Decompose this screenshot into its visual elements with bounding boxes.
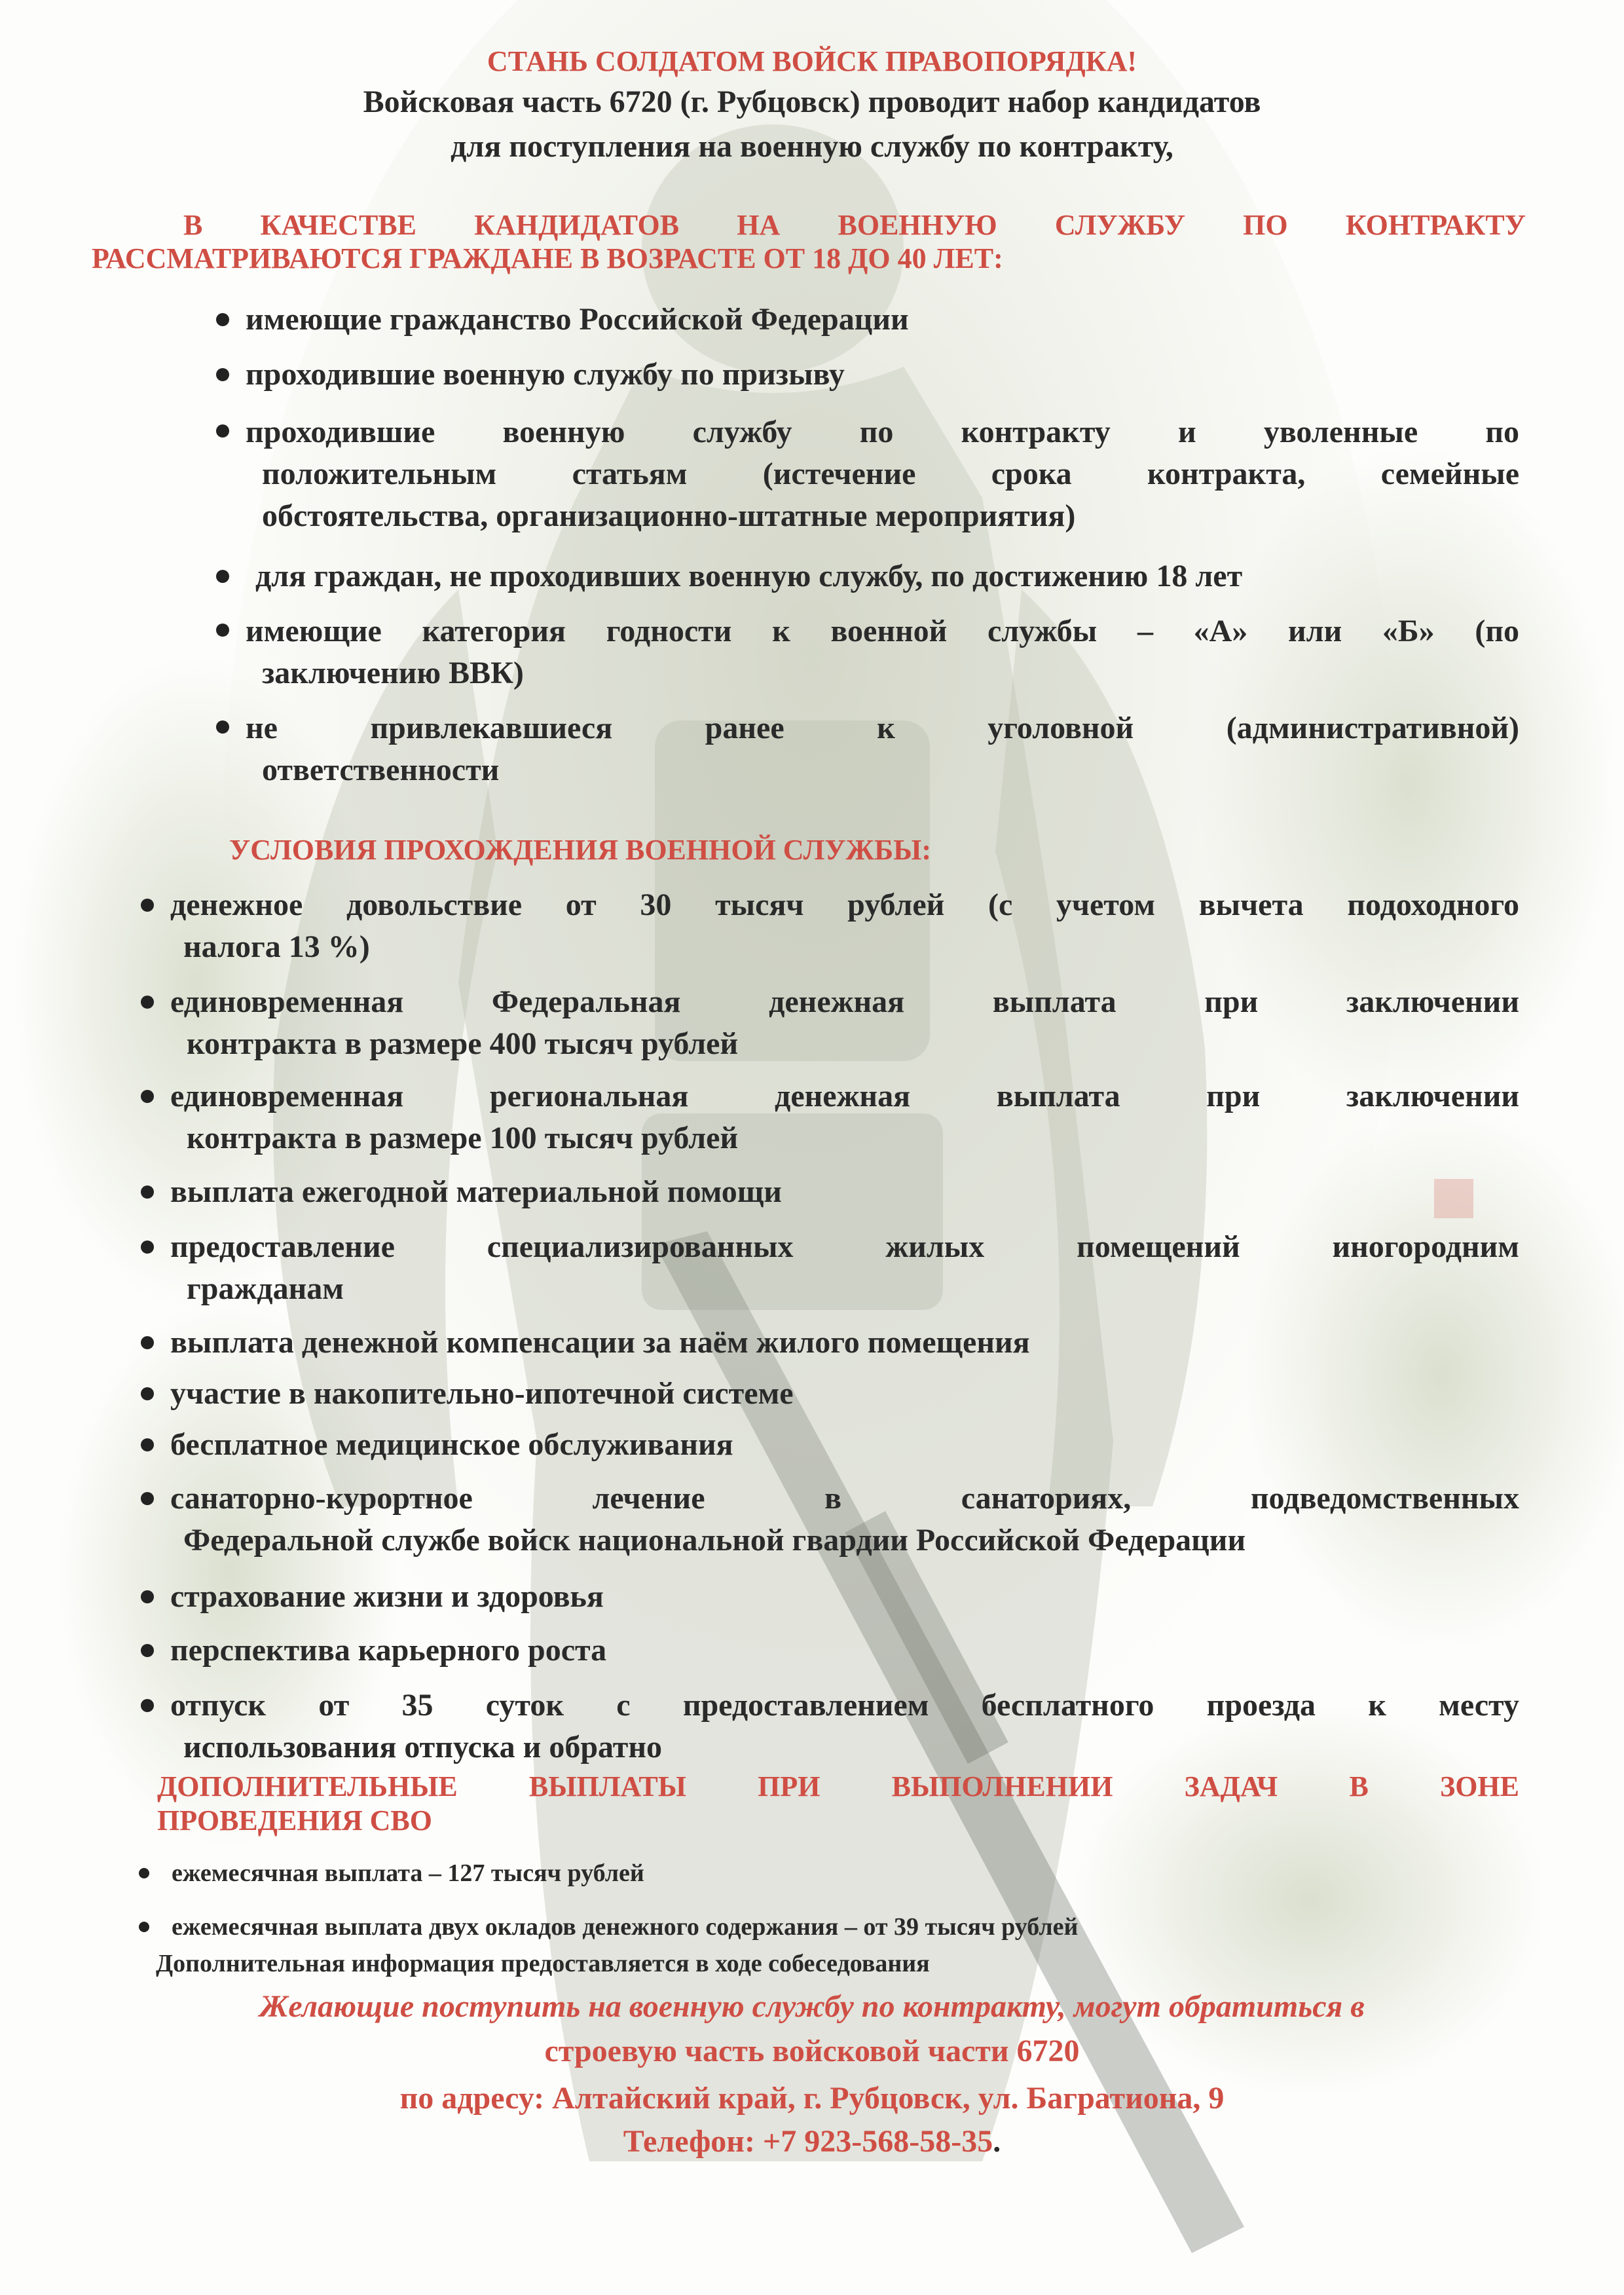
list-item: страхование жизни и здоровья — [170, 1579, 604, 1614]
bullet-icon — [139, 1868, 149, 1878]
list-item: имеющие категория годности к военной службы – «А» или «Б» (по заключению ВВК) — [246, 614, 1519, 690]
bullet-icon — [216, 313, 229, 326]
contact-line-1: Желающие поступить на военную службу по контракту, могут обратиться в — [259, 1989, 1365, 2024]
list-item: для граждан, не проходивших военную службу, по достижению 18 лет — [255, 559, 1243, 593]
bullet-icon — [141, 1492, 154, 1505]
contact-phone — [0, 2123, 1624, 2159]
contact-phone-period: . — [993, 2124, 1001, 2159]
list-item: участие в накопительно-ипотечной системе — [170, 1376, 794, 1411]
svo-heading-line-2: ПРОВЕДЕНИЯ СВО — [157, 1804, 432, 1837]
bullet-icon — [216, 624, 229, 637]
bullet-icon — [141, 1185, 154, 1199]
bullet-icon — [141, 1590, 154, 1603]
bullet-icon — [141, 1241, 154, 1254]
list-item: имеющие гражданство Российской Федерации — [246, 302, 909, 337]
page-title: СТАНЬ СОЛДАТОМ ВОЙСК ПРАВОПОРЯДКА! — [487, 45, 1137, 77]
list-item: перспектива карьерного роста — [170, 1633, 607, 1668]
list-item: проходившие военную службу по призыву — [246, 357, 845, 392]
list-item: выплата денежной компенсации за наём жилого помещения — [170, 1325, 1030, 1360]
bullet-icon — [141, 1438, 154, 1451]
svo-heading-line-1: ДОПОЛНИТЕЛЬНЫЕ ВЫПЛАТЫ ПРИ ВЫПОЛНЕНИИ ЗАДАЧ В ЗОНЕ — [157, 1770, 1519, 1802]
candidates-heading — [92, 208, 1526, 275]
list-item: единовременная региональная денежная выплата при заключении контракта в размере 100 тысяч рублей — [170, 1079, 1519, 1155]
bullet-icon — [216, 720, 229, 734]
bullet-icon — [216, 424, 229, 438]
bullet-icon — [141, 1336, 154, 1349]
additional-info-note: Дополнительная информация предоставляется в ходе собеседования — [156, 1950, 930, 1977]
list-item: единовременная Федеральная денежная выплата при заключении контракта в размере 400 тысяч рублей — [170, 984, 1519, 1061]
list-item: отпуск от 35 суток с предоставлением бесплатного проезда к месту использования отпуска и обратно — [170, 1688, 1519, 1764]
bullet-icon — [141, 899, 154, 912]
candidates-heading-line-1: В КАЧЕСТВЕ КАНДИДАТОВ НА ВОЕННУЮ СЛУЖБУ ПО КОНТРАКТУ — [183, 209, 1526, 241]
bullet-icon — [139, 1922, 149, 1932]
list-item: санаторно-курортное лечение в санаториях, подведомственных Федеральной службе войск национальной гвардии Российской Федерации — [170, 1481, 1519, 1558]
candidates-heading-line-2: РАССМАТРИВАЮТСЯ ГРАЖДАНЕ В ВОЗРАСТЕ ОТ 18 ДО 40 ЛЕТ: — [92, 242, 1003, 274]
contact-phone-text: Телефон: +7 923-568-58-35 — [623, 2124, 993, 2159]
list-item: проходившие военную службу по контракту и уволенные по положительным статьям (истечение срока контракта, семейные обстоятельства, организационно-штатные мероприятия) — [246, 415, 1519, 533]
bullet-icon — [141, 1387, 154, 1400]
list-item: ежемесячная выплата двух окладов денежного содержания – от 39 тысяч рублей — [172, 1913, 1079, 1941]
bullet-icon — [141, 1090, 154, 1103]
svo-heading — [157, 1770, 1519, 1838]
contact-line-2: строевую часть войсковой части 6720 — [544, 2034, 1080, 2068]
bullet-icon — [141, 1644, 154, 1657]
bullet-icon — [141, 1699, 154, 1712]
bullet-icon — [216, 570, 229, 583]
header-line-2: для поступления на военную службу по контракту, — [451, 129, 1173, 164]
list-item: бесплатное медицинское обслуживания — [170, 1427, 733, 1462]
list-item: не привлекавшиеся ранее к уголовной (административной) ответственности — [246, 711, 1519, 787]
list-item: выплата ежегодной материальной помощи — [170, 1174, 782, 1209]
contact-address: по адресу: Алтайский край, г. Рубцовск, ул. Багратиона, 9 — [399, 2081, 1225, 2116]
header-line-1: Войсковая часть 6720 (г. Рубцовск) проводит набор кандидатов — [363, 84, 1261, 119]
list-item: ежемесячная выплата – 127 тысяч рублей — [172, 1859, 644, 1887]
list-item: денежное довольствие от 30 тысяч рублей (с учетом вычета подоходного налога 13 %) — [170, 887, 1519, 964]
bullet-icon — [141, 996, 154, 1009]
bullet-icon — [216, 368, 229, 381]
conditions-heading: УСЛОВИЯ ПРОХОЖДЕНИЯ ВОЕННОЙ СЛУЖБЫ: — [229, 834, 932, 866]
list-item: предоставление специализированных жилых помещений иногородним гражданам — [170, 1229, 1519, 1306]
